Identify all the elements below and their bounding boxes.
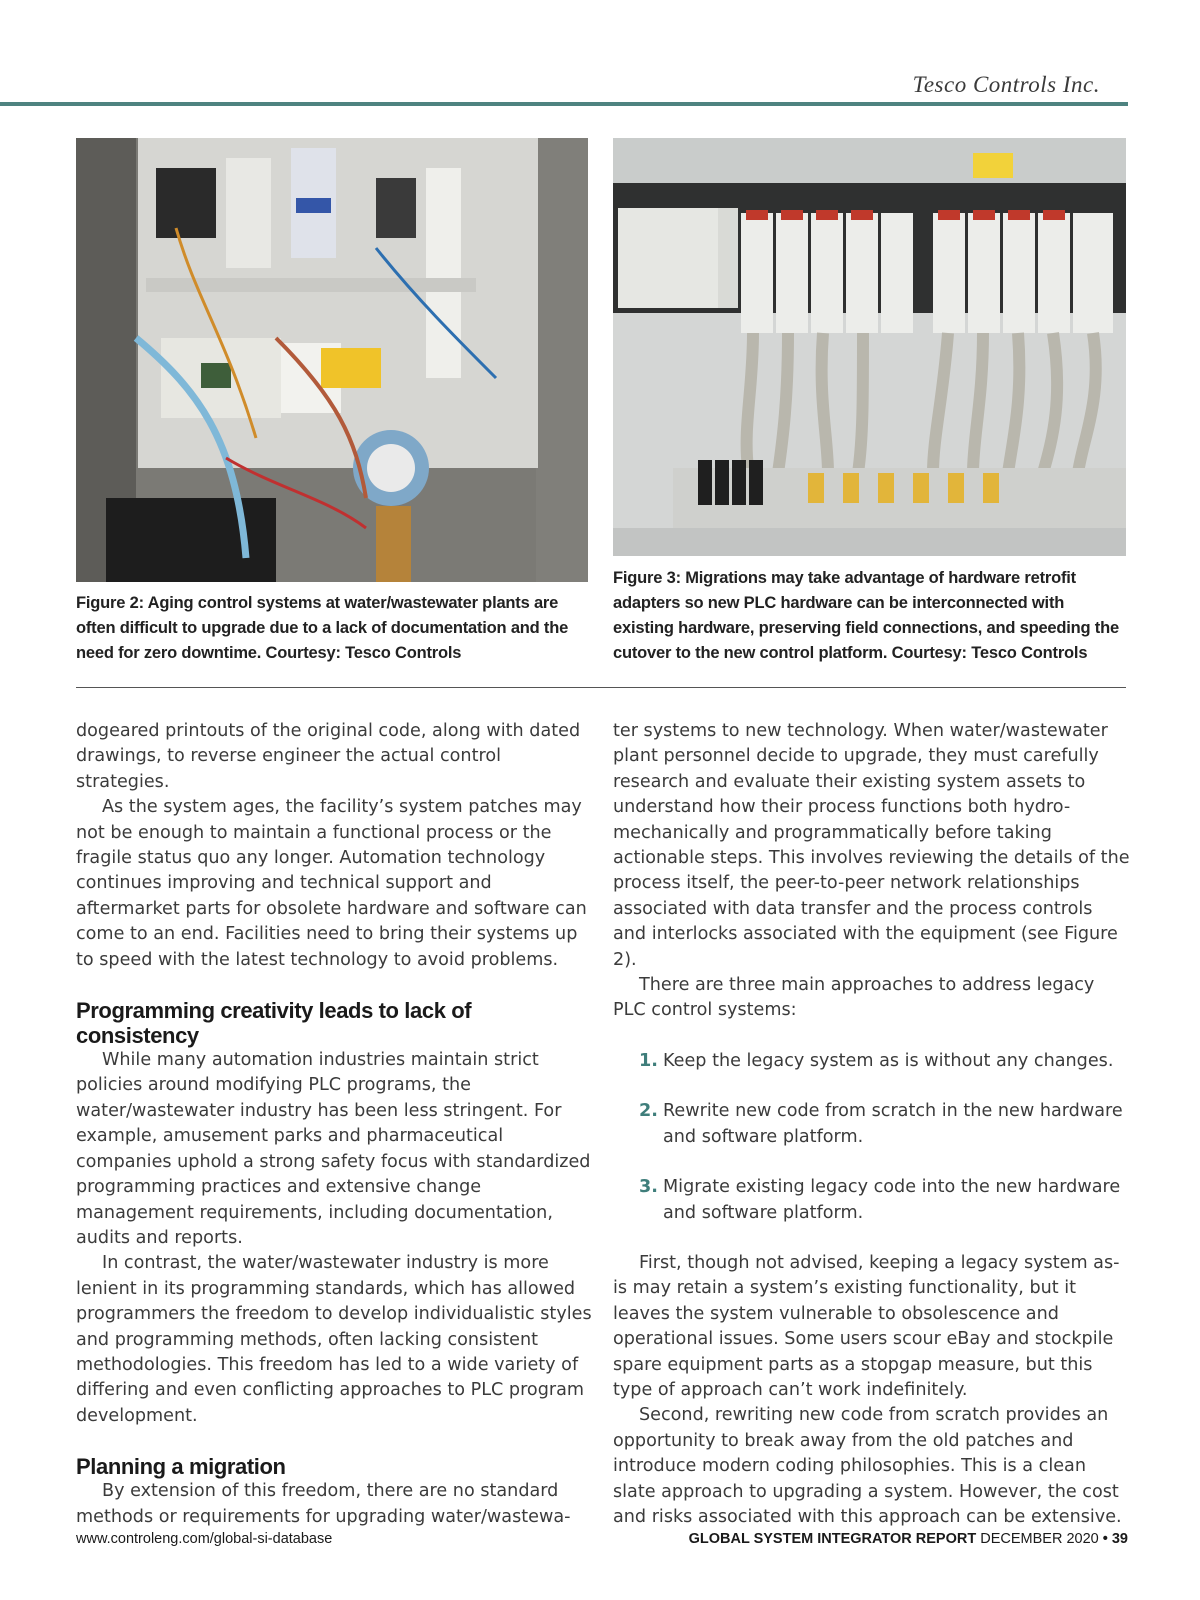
list-number: 3. <box>639 1177 658 1198</box>
list-number: 2. <box>639 1101 658 1122</box>
paragraph: dogeared printouts of the original code, along with dated drawings, to reverse engineer the actual control strategies. <box>76 721 581 792</box>
footer-url[interactable]: www.controleng.com/global-si-database <box>76 1531 333 1547</box>
article-right-column <box>613 719 1131 1530</box>
figure-3-caption: Figure 3: Migrations may take advantage of hardware retrofit adapters so new PLC hardware can be interconnected with existing hardware, preserving field connections, and speeding the cutover to the new control platform. Courtesy: Tesco Controls <box>613 569 1119 662</box>
paragraph: As the system ages, the facility’s system patches may not be enough to maintain a functional process or the fragile status quo any longer. Automation technology continues improving and technical support and aftermarket parts for obsolete hardware and software can come to an end. Facilities need to bring their systems up to speed with the latest technology to avoid problems. <box>76 797 587 970</box>
list-item-text: Migrate existing legacy code into the new hardware and software platform. <box>663 1177 1121 1223</box>
list-item <box>613 1175 1131 1226</box>
paragraph: There are three main approaches to address legacy PLC control systems: <box>613 975 1095 1021</box>
paragraph: While many automation industries maintain strict policies around modifying PLC programs, the water/wastewater industry has been less stringent. For example, amusement parks and pharmaceutical companies uphold a strong safety focus with standardized programming practices and extensive change management requirements, including documentation, audits and reports. <box>76 1050 591 1248</box>
list-item-text: Keep the legacy system as is without any changes. <box>663 1050 1114 1071</box>
footer-report-info <box>689 1531 1128 1547</box>
list-item-text: Rewrite new code from scratch in the new hardware and software platform. <box>663 1101 1123 1147</box>
subheading-programming-creativity: Programming creativity leads to lack of consistency <box>76 998 472 1049</box>
publisher-header: Tesco Controls Inc. <box>912 72 1100 97</box>
header-rule <box>0 102 1128 106</box>
section-divider <box>76 687 1126 688</box>
figure-3-photo <box>613 138 1126 556</box>
page-number: 39 <box>1111 1531 1128 1547</box>
paragraph: First, though not advised, keeping a legacy system as-is may retain a system’s existing functionality, but it leaves the system vulnerable to obsolescence and operational issues. Some users scour eBay and stockpile spare equipment parts as a stopgap measure, but this type of approach can’t work indefinitely. <box>613 1252 1120 1400</box>
figure-2-photo <box>76 138 588 582</box>
footer-report-title: GLOBAL SYSTEM INTEGRATOR REPORT <box>688 1531 977 1547</box>
paragraph: ter systems to new technology. When water/wastewater plant personnel decide to upgrade, they must carefully research and evaluate their existing system assets to understand how their process functions both hydro-mechanically and programmatically before taking actionable steps. This involves reviewing the details of the process itself, the peer-to-peer network relationships associated with data transfer and the process controls and interlocks associated with the equipment (see Figure 2). <box>613 721 1130 970</box>
footer-separator: • <box>1102 1531 1108 1547</box>
paragraph: In contrast, the water/wastewater industry is more lenient in its programming standards, which has allowed programmers the freedom to develop individualistic styles and programming methods, often lacking consistent methodologies. This freedom has led to a wide variety of differing and even conflicting approaches to PLC program development. <box>76 1253 592 1426</box>
list-number: 1. <box>639 1050 658 1071</box>
footer-date: DECEMBER 2020 <box>980 1531 1099 1547</box>
list-item <box>613 1049 1131 1074</box>
paragraph: Second, rewriting new code from scratch provides an opportunity to break away from the old patches and introduce modern coding philosophies. This is a clean slate approach to upgrading a system. However, the cost and risks associated with this approach can be extensive. <box>613 1405 1122 1527</box>
subheading-planning-migration: Planning a migration <box>76 1454 286 1480</box>
figure-2-caption: Figure 2: Aging control systems at water/wastewater plants are often difficult to upgrade due to a lack of documentation and the need for zero downtime. Courtesy: Tesco Controls <box>76 594 569 662</box>
article-left-column <box>76 719 592 1530</box>
list-item <box>613 1099 1131 1150</box>
paragraph: By extension of this freedom, there are no standard methods or requirements for upgrading water/wastewa- <box>76 1481 571 1527</box>
